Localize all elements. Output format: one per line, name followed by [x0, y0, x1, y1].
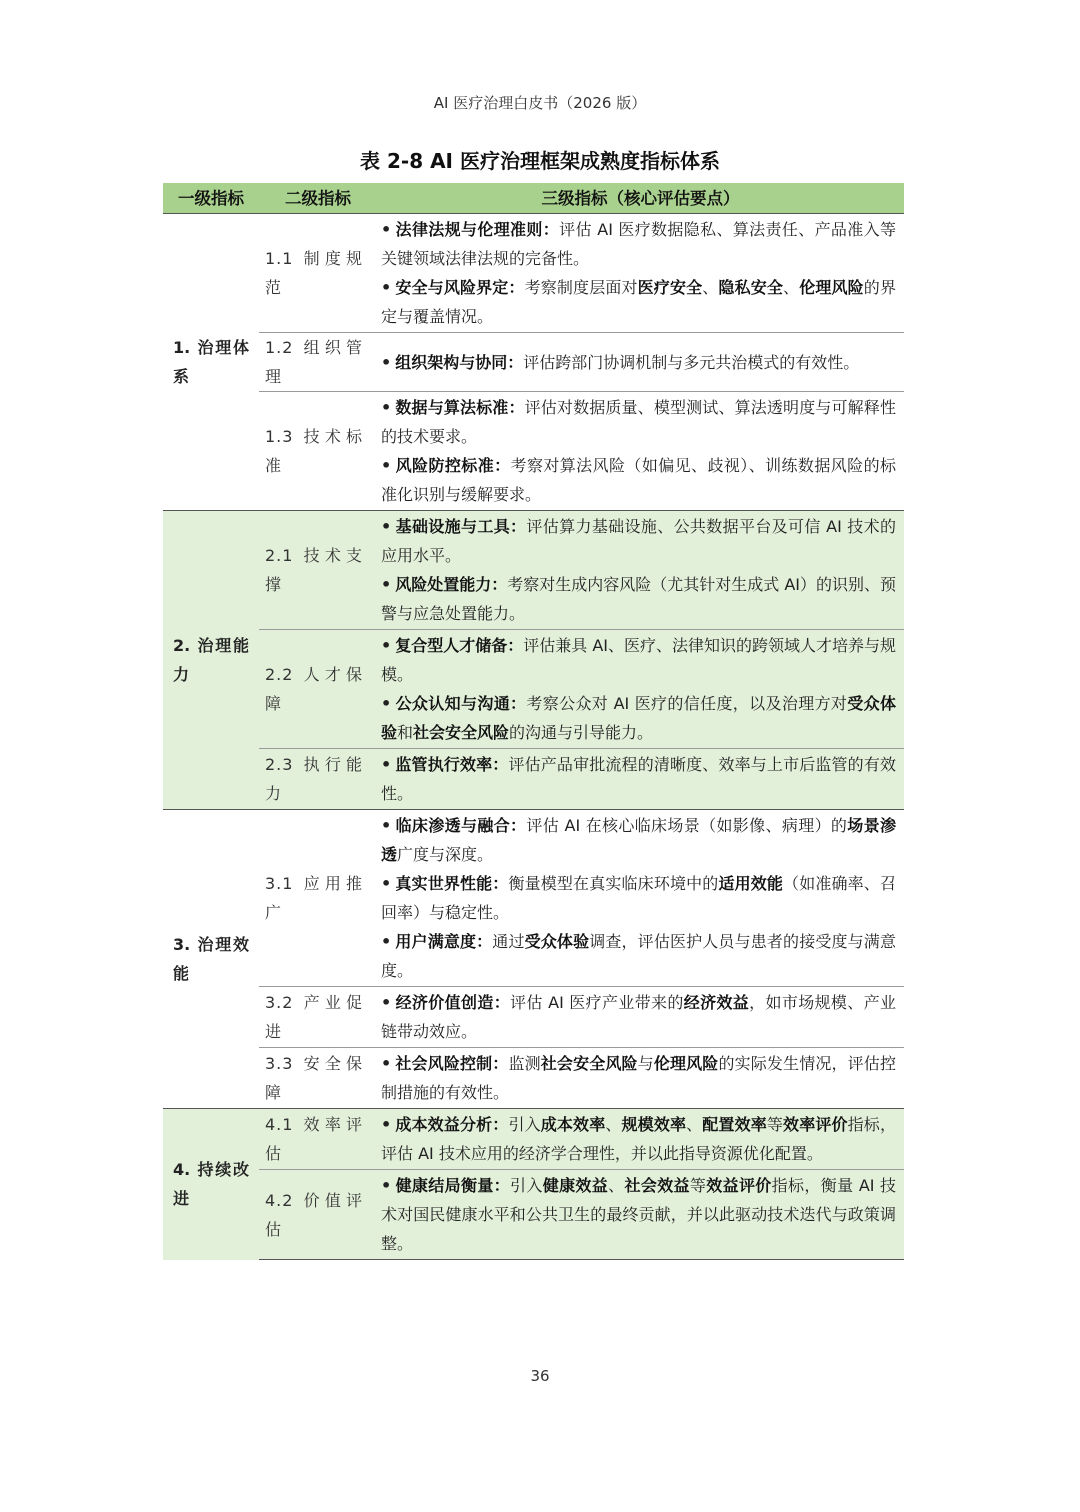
level2-indicator: 1.3 技术标准: [265, 427, 363, 475]
bullet-icon: •: [381, 575, 392, 594]
table-row: [163, 987, 904, 1048]
emphasis-text: 配置效率: [702, 1115, 767, 1134]
table-row: [163, 630, 904, 749]
assessment-point-text: 等: [766, 1115, 784, 1134]
bullet-icon: •: [381, 278, 392, 297]
assessment-point-title: 数据与算法标准：: [395, 398, 525, 417]
bullet-icon: •: [381, 1176, 392, 1195]
assessment-point-title: 复合型人才储备：: [395, 636, 524, 655]
level1-indicator-cell: [163, 810, 259, 1109]
table-row: [163, 749, 904, 810]
running-header: AI 医疗治理白皮书（2026 版）: [433, 94, 647, 112]
assessment-point-title: 用户满意度：: [395, 932, 493, 951]
emphasis-text: 健康效益: [542, 1176, 609, 1195]
level3-indicator-cell: [377, 214, 904, 333]
table-row: [163, 214, 904, 333]
bullet-icon: •: [381, 932, 392, 951]
assessment-point-text: 考察制度层面对: [524, 278, 638, 297]
level3-indicator-cell: [377, 392, 904, 511]
emphasis-text: 医疗安全: [637, 278, 703, 297]
assessment-point: [381, 1049, 896, 1107]
level2-indicator: 3.2 产业促进: [265, 993, 363, 1041]
assessment-point-text: 引入: [510, 1176, 543, 1195]
level2-indicator: 2.1 技术支撑: [265, 546, 363, 594]
level1-indicator: 2. 治理能力: [173, 636, 249, 684]
assessment-point-title: 真实世界性能：: [395, 874, 509, 893]
assessment-point: [381, 1110, 896, 1168]
assessment-point-text: 考察公众对 AI 医疗的信任度，以及治理方对: [526, 694, 848, 713]
level2-indicator: 2.3 执行能力: [265, 755, 363, 803]
table-row: [163, 511, 904, 630]
level1-indicator-cell: [163, 1109, 259, 1260]
assessment-point-title: 风险处置能力：: [395, 575, 508, 594]
level2-indicator-cell: [259, 511, 377, 630]
table-row: [163, 810, 904, 987]
emphasis-text: 社会安全风险: [540, 1054, 638, 1073]
bullet-icon: •: [381, 517, 392, 536]
assessment-point-title: 公众认知与沟通：: [395, 694, 527, 713]
table-header: [163, 183, 904, 214]
level2-indicator: 1.2 组织管理: [265, 338, 363, 386]
bullet-icon: •: [381, 220, 392, 239]
emphasis-text: 隐私安全: [718, 278, 784, 297]
assessment-point: [381, 393, 896, 451]
bullet-icon: •: [381, 456, 392, 475]
assessment-point-text: 考察对算法风险（如偏见、歧视）、训练数据风险的标准化识别与缓解要求。: [381, 456, 896, 504]
assessment-point-text: 、: [702, 278, 719, 297]
assessment-point-text: 调查，评估医护人员与患者的接受度与满意度。: [381, 932, 896, 980]
emphasis-text: 规模效率: [621, 1115, 687, 1134]
level2-indicator-cell: [259, 749, 377, 810]
assessment-point-text: 评估产品审批流程的清晰度、效率与上市后监管的有效性。: [381, 755, 896, 803]
assessment-point-text: 的界定与覆盖情况。: [381, 278, 896, 326]
assessment-point-text: 、: [686, 1115, 703, 1134]
assessment-point-text: ，如市场规模、产业链带动效应。: [381, 993, 896, 1041]
level3-indicator-cell: [377, 511, 904, 630]
assessment-point-text: 评估对数据质量、模型测试、算法透明度与可解释性的技术要求。: [381, 398, 896, 446]
assessment-point-title: 临床渗透与融合：: [395, 816, 527, 835]
level1-indicator-cell: [163, 511, 259, 810]
assessment-point-title: 健康结局衡量：: [395, 1176, 511, 1195]
level2-indicator: 1.1 制度规范: [265, 249, 363, 297]
column-header-level1: 一级指标: [163, 183, 259, 214]
level2-indicator-cell: [259, 810, 377, 987]
table-row: [163, 1048, 904, 1109]
assessment-point-text: 等: [689, 1176, 707, 1195]
assessment-point: [381, 1171, 896, 1258]
assessment-point-text: 指标，衡量 AI 技术对国民健康水平和公共卫生的最终贡献，并以此驱动技术迭代与政策调整。: [381, 1176, 896, 1253]
level3-indicator-cell: [377, 1170, 904, 1260]
assessment-point: [381, 631, 896, 689]
bullet-icon: •: [381, 398, 392, 417]
assessment-point-text: 监测: [508, 1054, 541, 1073]
assessment-point-text: 、: [608, 1176, 625, 1195]
level2-indicator-cell: [259, 392, 377, 511]
assessment-point: [381, 750, 896, 808]
level3-indicator-cell: [377, 630, 904, 749]
assessment-point-text: 评估 AI 医疗产业带来的: [510, 993, 684, 1012]
assessment-point-title: 安全与风险界定：: [395, 278, 525, 297]
level3-indicator-cell: [377, 810, 904, 987]
bullet-icon: •: [381, 993, 392, 1012]
emphasis-text: 受众体验: [381, 694, 896, 742]
assessment-point-title: 经济价值创造：: [395, 993, 511, 1012]
table-row: [163, 1109, 904, 1170]
assessment-point-title: 监管执行效率：: [395, 755, 509, 774]
assessment-point-text: 、: [605, 1115, 622, 1134]
assessment-point-text: 衡量模型在真实临床环境中的: [508, 874, 719, 893]
assessment-point-title: 组织架构与协同：: [395, 352, 524, 372]
indicator-group: [163, 511, 904, 810]
indicator-group: [163, 214, 904, 511]
table-row: [163, 392, 904, 511]
level2-indicator-cell: [259, 1109, 377, 1170]
assessment-point-text: （如准确率、召回率）与稳定性。: [381, 874, 896, 922]
emphasis-text: 成本效率: [540, 1115, 606, 1134]
assessment-point-text: 的沟通与引导能力。: [509, 723, 654, 742]
assessment-point-text: 评估跨部门协调机制与多元共治模式的有效性。: [523, 352, 860, 372]
bullet-icon: •: [381, 694, 392, 713]
level2-indicator-cell: [259, 987, 377, 1048]
level2-indicator-cell: [259, 1170, 377, 1260]
assessment-point-text: 评估 AI 医疗数据隐私、算法责任、产品准入等关键领域法律法规的完备性。: [381, 220, 896, 268]
bullet-icon: •: [381, 816, 392, 835]
emphasis-text: 经济效益: [683, 993, 750, 1012]
level1-indicator: 1. 治理体系: [173, 338, 249, 386]
column-header-level3: 三级指标（核心评估要点）: [377, 183, 904, 214]
level3-indicator-cell: [377, 333, 904, 392]
level2-indicator-cell: [259, 1048, 377, 1109]
emphasis-text: 效益评价: [706, 1176, 772, 1195]
bullet-icon: •: [381, 1115, 392, 1134]
indicator-table: [163, 183, 904, 1260]
emphasis-text: 场景渗透: [381, 816, 896, 864]
bullet-icon: •: [381, 755, 392, 774]
assessment-point: [381, 927, 896, 985]
level2-indicator: 3.1 应用推广: [265, 874, 363, 922]
assessment-point: [381, 273, 896, 331]
emphasis-text: 适用效能: [718, 874, 784, 893]
assessment-point-text: 考察对生成内容风险（尤其针对生成式 AI）的识别、预警与应急处置能力。: [381, 575, 897, 623]
emphasis-text: 受众体验: [524, 932, 590, 951]
bullet-icon: •: [381, 874, 392, 893]
level2-indicator: 2.2 人才保障: [265, 665, 363, 713]
assessment-point: [381, 689, 896, 747]
level2-indicator: 3.3 安全保障: [265, 1054, 363, 1102]
assessment-point-text: 的实际发生情况，评估控制措施的有效性。: [381, 1054, 896, 1102]
bullet-icon: •: [381, 1054, 392, 1073]
indicator-group: [163, 810, 904, 1109]
emphasis-text: 社会安全风险: [413, 723, 510, 742]
emphasis-text: 效率评价: [783, 1115, 848, 1134]
emphasis-text: 社会效益: [624, 1176, 690, 1195]
emphasis-text: 伦理风险: [799, 278, 864, 297]
assessment-point-text: 评估兼具 AI、医疗、法律知识的跨领域人才培养与规模。: [381, 636, 897, 684]
assessment-point: [381, 215, 896, 273]
level2-indicator-cell: [259, 214, 377, 333]
header-row: [163, 183, 904, 214]
level2-indicator-cell: [259, 333, 377, 392]
level3-indicator-cell: [377, 987, 904, 1048]
level3-indicator-cell: [377, 1048, 904, 1109]
assessment-point-title: 法律法规与伦理准则：: [395, 220, 560, 239]
assessment-point-text: 引入: [508, 1115, 541, 1134]
assessment-point-text: 评估 AI 在核心临床场景（如影像、病理）的: [526, 816, 848, 835]
assessment-point-text: 通过: [492, 932, 525, 951]
assessment-point-text: 、: [783, 278, 800, 297]
assessment-point-title: 风险防控标准：: [395, 456, 511, 475]
assessment-point: [381, 451, 896, 509]
assessment-point-title: 基础设施与工具：: [395, 517, 527, 536]
indicator-group: [163, 1109, 904, 1260]
assessment-point: [381, 348, 896, 377]
table-row: [163, 1170, 904, 1260]
assessment-point-text: 与: [637, 1054, 654, 1073]
assessment-point: [381, 988, 896, 1046]
assessment-point-text: 广度与深度。: [397, 845, 494, 864]
level3-indicator-cell: [377, 1109, 904, 1170]
bullet-icon: •: [381, 636, 392, 655]
level1-indicator: 4. 持续改进: [173, 1160, 249, 1209]
column-header-level2: 二级指标: [259, 183, 377, 214]
assessment-point: [381, 869, 896, 927]
level2-indicator: 4.1 效率评估: [265, 1115, 363, 1163]
assessment-point-text: 和: [397, 723, 414, 742]
emphasis-text: 伦理风险: [653, 1054, 719, 1073]
level2-indicator: 4.2 价值评估: [265, 1190, 363, 1239]
level1-indicator-cell: [163, 214, 259, 511]
assessment-point-text: 指标，评估 AI 技术应用的经济学合理性，并以此指导资源优化配置。: [381, 1115, 896, 1163]
assessment-point: [381, 512, 896, 570]
assessment-point: [381, 570, 896, 628]
level1-indicator: 3. 治理效能: [173, 935, 249, 983]
table-title: 表 2-8 AI 医疗治理框架成熟度指标体系: [360, 149, 720, 173]
level3-indicator-cell: [377, 749, 904, 810]
page-number: 36: [530, 1367, 550, 1385]
bullet-icon: •: [381, 352, 392, 372]
assessment-point-title: 社会风险控制：: [395, 1054, 509, 1073]
assessment-point: [381, 811, 896, 869]
level2-indicator-cell: [259, 630, 377, 749]
assessment-point-text: 评估算力基础设施、公共数据平台及可信 AI 技术的应用水平。: [381, 517, 896, 565]
table-row: [163, 333, 904, 392]
assessment-point-title: 成本效益分析：: [395, 1115, 509, 1134]
